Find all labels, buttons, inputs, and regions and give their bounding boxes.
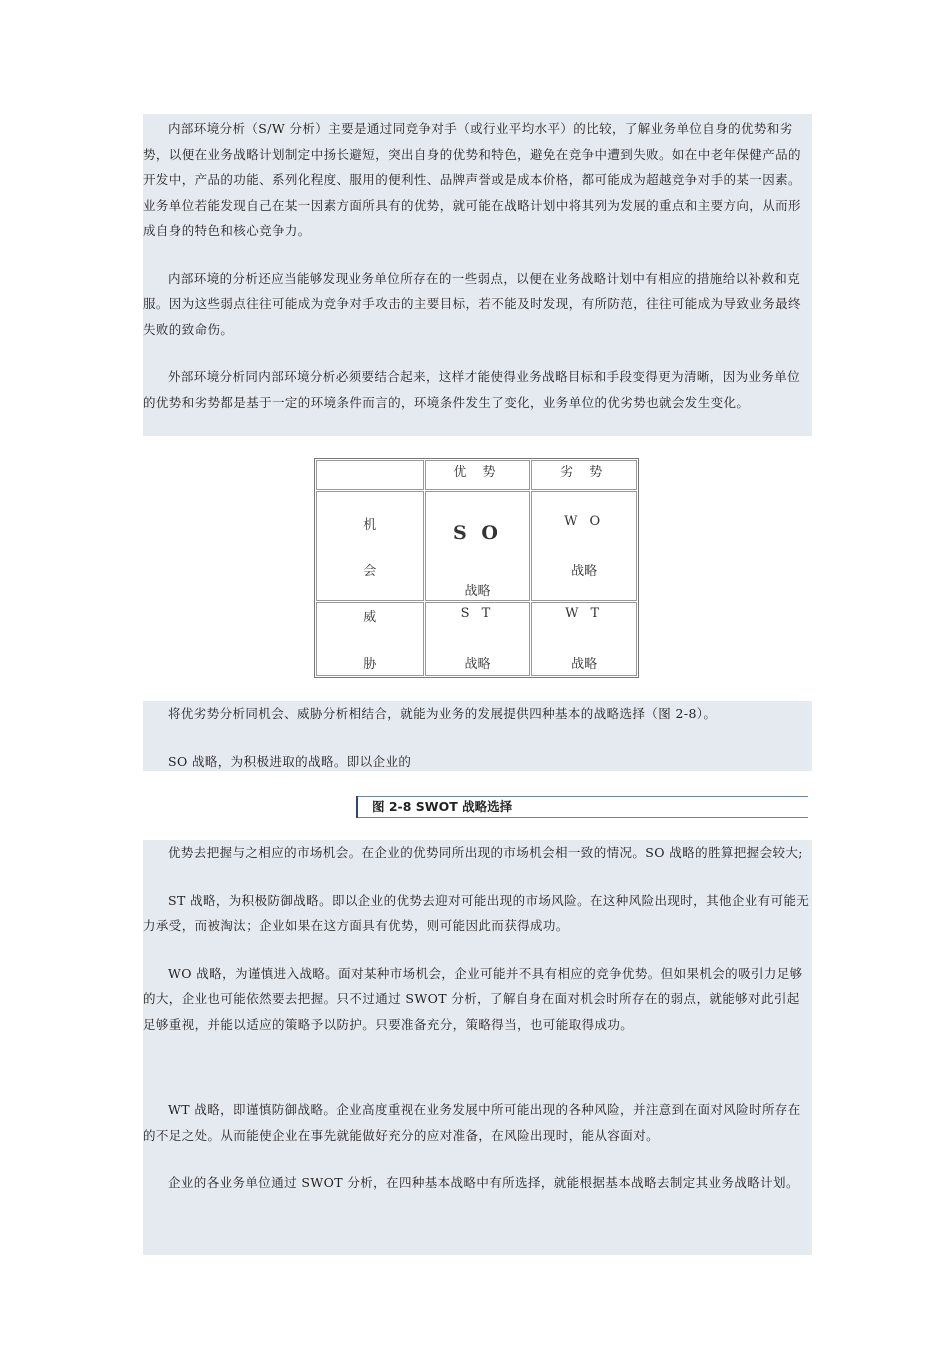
matrix-corner-cell xyxy=(316,460,424,490)
figure-caption: 图 2-8 SWOT 战略选择 xyxy=(356,796,808,818)
strategy-intro-section xyxy=(143,701,812,771)
wo-code: W O xyxy=(564,514,605,529)
paragraph: 内部环境的分析还应当能够发现业务单位所存在的一些弱点，以便在业务战略计划中有相应的措施给以补救和克服。因为这些弱点往往可能成为竞争对手攻击的主要目标，若不能及时发现，有所防范，往往可能成为导致业务最终失败的致命伤。 xyxy=(143,270,801,337)
internal-analysis-section xyxy=(143,114,812,436)
st-label: 战略 xyxy=(464,657,491,672)
paragraph: 企业的各业务单位通过 SWOT 分析，在四种基本战略中有所选择，就能根据基本战略去制定其业务战略计划。 xyxy=(168,1175,799,1190)
paragraph: 将优劣势分析同机会、威胁分析相结合，就能为业务的发展提供四种基本的战略选择（图 2-8）。 xyxy=(168,706,717,721)
paragraph: WO 战略，为谨慎进入战略。面对某种市场机会，企业可能并不具有相应的竞争优势。但如果机会的吸引力足够的大，企业也可能依然要去把握。只不过通过 SWOT 分析，了解自身在面对机会时所存在的弱点，就能够对此引起足够重视，并能以适应的策略予以防护。只要准备充分，策略得当，也可能取得成功。 xyxy=(143,965,803,1032)
paragraph: WT 战略，即谨慎防御战略。企业高度重视在业务发展中所可能出现的各种风险，并注意到在面对风险时所存在的不足之处。从而能使企业在事先就能做好充分的应对准备，在风险出现时，能从容面对。 xyxy=(143,1102,801,1143)
header-strength: 优 势 xyxy=(425,460,531,490)
row-label: 胁 xyxy=(363,657,377,672)
row-opportunity xyxy=(316,491,424,601)
header-weakness: 劣 势 xyxy=(531,460,637,490)
wt-code: W T xyxy=(565,606,604,621)
row-threat xyxy=(316,602,424,676)
swot-matrix-table xyxy=(314,458,639,678)
cell-wo xyxy=(531,491,637,601)
wt-label: 战略 xyxy=(571,657,598,672)
strategy-details-section xyxy=(143,840,812,1255)
row-label: 机 xyxy=(363,518,377,533)
so-label: 战略 xyxy=(464,584,491,599)
paragraph: ST 战略，为积极防御战略。即以企业的优势去迎对可能出现的市场风险。在这种风险出现时，其他企业有可能无力承受，而被淘汰；企业如果在这方面具有优势，则可能因此而获得成功。 xyxy=(143,892,810,933)
paragraph: 内部环境分析（S/W 分析）主要是通过同竞争对手（或行业平均水平）的比较，了解业务单位自身的优势和劣势，以便在业务战略计划制定中扬长避短，突出自身的优势和特色，避免在竞争中遭到失败。如在中老年保健产品的开发中，产品的功能、系列化程度、服用的便利性、品牌声誉或是成本价格，都可能成为超越竞争对手的某一因素。业务单位若能发现自己在某一因素方面所具有的优势，就可能在战略计划中将其列为发展的重点和主要方向，从而形成自身的特色和核心竞争力。 xyxy=(143,121,801,238)
paragraph: SO 战略，为积极进取的战略。即以企业的 xyxy=(168,753,412,769)
paragraph: 优势去把握与之相应的市场机会。在企业的优势同所出现的市场机会相一致的情况。SO 战略的胜算把握会较大; xyxy=(168,845,803,860)
row-label: 会 xyxy=(363,564,377,579)
cell-so xyxy=(425,491,531,601)
so-code: S O xyxy=(453,522,502,544)
cell-wt xyxy=(531,602,637,676)
st-code: S T xyxy=(460,606,495,621)
paragraph: 外部环境分析同内部环境分析必须要结合起来，这样才能使得业务战略目标和手段变得更为清晰，因为业务单位的优势和劣势都是基于一定的环境条件而言的，环境条件发生了变化，业务单位的优劣势也就会发生变化。 xyxy=(143,369,801,410)
wo-label: 战略 xyxy=(571,564,598,579)
cell-st xyxy=(425,602,531,676)
row-label: 威 xyxy=(363,610,377,625)
